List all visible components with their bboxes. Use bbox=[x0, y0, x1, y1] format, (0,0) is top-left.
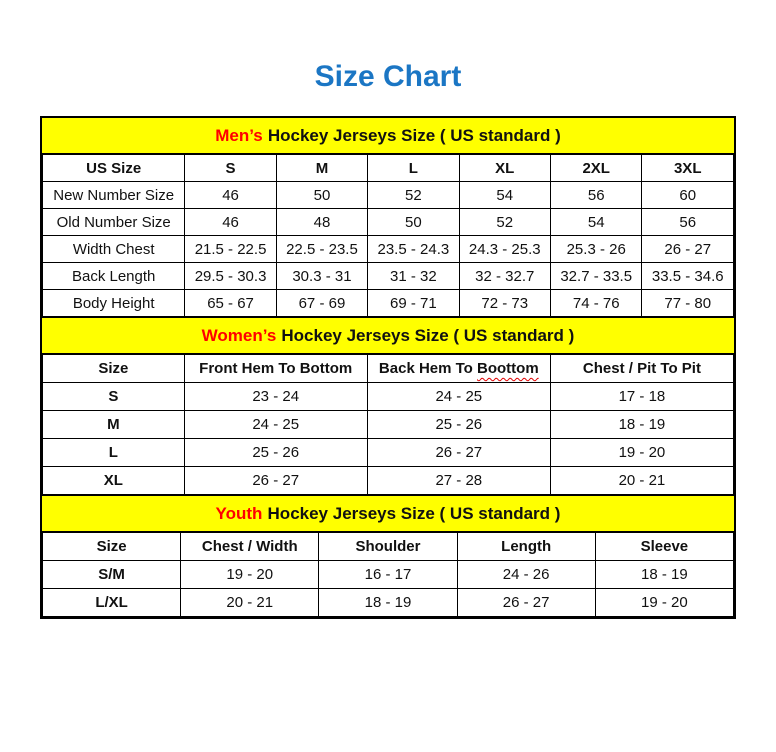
table-cell: 26 - 27 bbox=[184, 467, 367, 495]
womens-band-text: Hockey Jerseys Size ( US standard ) bbox=[281, 326, 575, 345]
womens-row-m bbox=[43, 411, 734, 439]
table-cell: 32 - 32.7 bbox=[459, 263, 550, 290]
youth-col-header-chest-width: Chest / Width bbox=[181, 533, 319, 561]
table-cell: 32.7 - 33.5 bbox=[550, 263, 641, 290]
table-cell: 22.5 - 23.5 bbox=[276, 236, 367, 263]
womens-col-header-size: Size bbox=[43, 355, 185, 383]
table-cell: 20 - 21 bbox=[181, 589, 319, 617]
row-label: Back Length bbox=[43, 263, 185, 290]
youth-col-header-sleeve: Sleeve bbox=[595, 533, 733, 561]
womens-row-xl bbox=[43, 467, 734, 495]
table-cell: 52 bbox=[459, 209, 550, 236]
mens-section-header-band bbox=[42, 118, 734, 154]
table-cell: 18 - 19 bbox=[595, 561, 733, 589]
youth-col-header-shoulder: Shoulder bbox=[319, 533, 457, 561]
mens-header-row bbox=[43, 155, 734, 182]
table-cell: 21.5 - 22.5 bbox=[185, 236, 276, 263]
womens-accent-word: Women’s bbox=[201, 326, 277, 345]
table-cell: 17 - 18 bbox=[550, 383, 733, 411]
mens-col-header-m: M bbox=[276, 155, 367, 182]
row-label: Old Number Size bbox=[43, 209, 185, 236]
row-label: XL bbox=[43, 467, 185, 495]
table-cell: 19 - 20 bbox=[181, 561, 319, 589]
table-cell: 25.3 - 26 bbox=[550, 236, 641, 263]
womens-row-l bbox=[43, 439, 734, 467]
misspelled-word: Boottom bbox=[477, 360, 539, 377]
table-cell: 52 bbox=[368, 182, 459, 209]
table-cell: 56 bbox=[550, 182, 641, 209]
table-cell: 23.5 - 24.3 bbox=[368, 236, 459, 263]
table-cell: 16 - 17 bbox=[319, 561, 457, 589]
table-cell: 20 - 21 bbox=[550, 467, 733, 495]
mens-row-width-chest bbox=[43, 236, 734, 263]
row-label: L/XL bbox=[43, 589, 181, 617]
mens-col-header-l: L bbox=[368, 155, 459, 182]
womens-header-row bbox=[43, 355, 734, 383]
row-label: M bbox=[43, 411, 185, 439]
row-label: Body Height bbox=[43, 290, 185, 317]
size-chart-tables bbox=[40, 116, 736, 619]
row-label: S bbox=[43, 383, 185, 411]
youth-section-header-band bbox=[42, 495, 734, 532]
table-cell: 19 - 20 bbox=[595, 589, 733, 617]
womens-section-header-band bbox=[42, 317, 734, 354]
mens-col-header-xl: XL bbox=[459, 155, 550, 182]
table-cell: 48 bbox=[276, 209, 367, 236]
table-cell: 30.3 - 31 bbox=[276, 263, 367, 290]
row-label: Width Chest bbox=[43, 236, 185, 263]
table-cell: 18 - 19 bbox=[550, 411, 733, 439]
table-cell: 26 - 27 bbox=[367, 439, 550, 467]
table-cell: 24 - 25 bbox=[184, 411, 367, 439]
table-cell: 54 bbox=[550, 209, 641, 236]
table-cell: 46 bbox=[185, 209, 276, 236]
womens-size-table bbox=[42, 354, 734, 495]
table-cell: 46 bbox=[185, 182, 276, 209]
table-cell: 74 - 76 bbox=[550, 290, 641, 317]
table-cell: 26 - 27 bbox=[457, 589, 595, 617]
table-cell: 31 - 32 bbox=[368, 263, 459, 290]
mens-row-old-number-size bbox=[43, 209, 734, 236]
table-cell: 25 - 26 bbox=[367, 411, 550, 439]
womens-col-header-chest: Chest / Pit To Pit bbox=[550, 355, 733, 383]
table-cell: 23 - 24 bbox=[184, 383, 367, 411]
table-cell: 69 - 71 bbox=[368, 290, 459, 317]
youth-row-lxl bbox=[43, 589, 734, 617]
mens-col-header-3xl: 3XL bbox=[642, 155, 734, 182]
womens-col-header-back-hem bbox=[367, 355, 550, 383]
table-cell: 27 - 28 bbox=[367, 467, 550, 495]
table-cell: 50 bbox=[276, 182, 367, 209]
table-cell: 77 - 80 bbox=[642, 290, 734, 317]
mens-accent-word: Men’s bbox=[215, 126, 263, 145]
table-cell: 24 - 25 bbox=[367, 383, 550, 411]
row-label: S/M bbox=[43, 561, 181, 589]
womens-row-s bbox=[43, 383, 734, 411]
table-cell: 54 bbox=[459, 182, 550, 209]
table-cell: 56 bbox=[642, 209, 734, 236]
table-cell: 29.5 - 30.3 bbox=[185, 263, 276, 290]
back-hem-prefix: Back Hem To bbox=[378, 360, 473, 377]
table-cell: 60 bbox=[642, 182, 734, 209]
table-cell: 67 - 69 bbox=[276, 290, 367, 317]
mens-row-new-number-size bbox=[43, 182, 734, 209]
mens-row-back-length bbox=[43, 263, 734, 290]
table-cell: 65 - 67 bbox=[185, 290, 276, 317]
table-cell: 26 - 27 bbox=[642, 236, 734, 263]
row-label: L bbox=[43, 439, 185, 467]
mens-band-text: Hockey Jerseys Size ( US standard ) bbox=[267, 126, 561, 145]
table-cell: 25 - 26 bbox=[184, 439, 367, 467]
table-cell: 19 - 20 bbox=[550, 439, 733, 467]
table-cell: 24.3 - 25.3 bbox=[459, 236, 550, 263]
mens-col-header-us-size: US Size bbox=[43, 155, 185, 182]
table-cell: 33.5 - 34.6 bbox=[642, 263, 734, 290]
page-title: Size Chart bbox=[314, 60, 462, 93]
table-cell: 18 - 19 bbox=[319, 589, 457, 617]
womens-col-header-front-hem: Front Hem To Bottom bbox=[184, 355, 367, 383]
row-label: New Number Size bbox=[43, 182, 185, 209]
youth-col-header-size: Size bbox=[43, 533, 181, 561]
youth-header-row bbox=[43, 533, 734, 561]
youth-row-sm bbox=[43, 561, 734, 589]
mens-col-header-s: S bbox=[185, 155, 276, 182]
mens-col-header-2xl: 2XL bbox=[550, 155, 641, 182]
youth-col-header-length: Length bbox=[457, 533, 595, 561]
mens-row-body-height bbox=[43, 290, 734, 317]
size-chart-page bbox=[0, 60, 776, 752]
table-cell: 72 - 73 bbox=[459, 290, 550, 317]
youth-size-table bbox=[42, 532, 734, 617]
table-cell: 50 bbox=[368, 209, 459, 236]
youth-accent-word: Youth bbox=[215, 504, 263, 523]
table-cell: 24 - 26 bbox=[457, 561, 595, 589]
mens-size-table bbox=[42, 154, 734, 317]
youth-band-text: Hockey Jerseys Size ( US standard ) bbox=[267, 504, 561, 523]
